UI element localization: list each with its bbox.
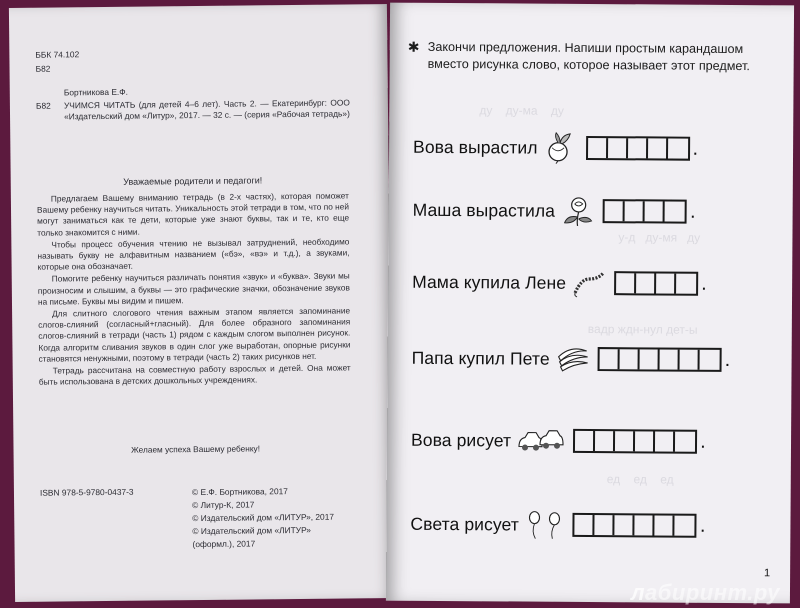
balloons-icon <box>525 509 565 541</box>
paragraph: Тетрадь рассчитана на совместную работу взрослых и детей. Она может быть использована в детских дошкольных учреждениях. <box>38 362 351 387</box>
page-number: 1 <box>763 567 771 580</box>
sentence: Папа купил Пете <box>411 347 550 369</box>
bananas-icon <box>556 343 590 375</box>
isbn: ISBN 978-5-9780-0437-3 <box>39 486 134 498</box>
sentence: Маша вырастила <box>412 199 556 221</box>
closing: Желаем успеха Вашему ребенку! <box>131 443 261 455</box>
bead-string-icon <box>572 267 606 299</box>
period: . <box>701 272 707 295</box>
left-page <box>9 4 393 602</box>
answer-cells[interactable] <box>573 513 697 538</box>
period: . <box>699 514 706 537</box>
sentence: Мама купила Лене <box>412 271 567 293</box>
answer-cells[interactable] <box>598 347 722 372</box>
copyright-line: © Литур-К, 2017 <box>192 499 255 511</box>
sentence: Вова рисует <box>410 429 512 450</box>
right-page: ду ду-ма ду у-д ду-мя ду вадр ждн-нул дет-ы ед ед ед ✱ Закончи предложения. Напиши простым карандашом вместо рисунка слово, которое называет этот предмет. Вова вырастил . Маша вырастила . Мама купила Лене . Папа купил Пете . Вова рисует . Света рисует . 1 <box>386 3 794 604</box>
rose-icon <box>561 195 595 227</box>
exercise-row <box>413 130 698 166</box>
period: . <box>689 200 696 223</box>
exercise-row <box>410 507 705 543</box>
author-code-2: Б82 <box>35 100 51 111</box>
period: . <box>724 348 731 371</box>
exercise-row <box>413 193 696 229</box>
task-text: Закончи предложения. Напиши простым карандашом вместо рисунка слово, которое называет этот предмет. <box>427 39 750 74</box>
asterisk-icon: ✱ <box>407 38 420 55</box>
exercise-row <box>411 341 730 377</box>
paragraph: Для слитного слогового чтения важным этапом является запоминание слогов-слияний (согласный+гласный). Для более образного запоминания слогов-слияний в тетради (часть 1) рядом с каждым слогом выполнен рисунок. Когда алгоритм сливания звуков в один слог уже выработан, опорные рисунки становятся ненужными, поэтому в тетради (часть 2) таких рисунков нет. <box>38 305 351 364</box>
exercise-row <box>411 423 706 459</box>
copyright-line: © Издательский дом «ЛИТУР», 2017 <box>192 511 335 524</box>
watermark <box>631 580 780 606</box>
author-code: Б82 <box>35 63 51 74</box>
sentence: Вова вырастил <box>413 136 538 158</box>
beet-icon <box>543 132 577 164</box>
preface-text <box>37 190 351 389</box>
copyright-line: (оформл.), 2017 <box>192 538 256 550</box>
answer-cells[interactable] <box>603 199 687 224</box>
bbk-code: ББК 74.102 <box>35 49 80 60</box>
author: Бортникова Е.Ф. <box>63 86 128 98</box>
answer-cells[interactable] <box>585 136 689 161</box>
task-instruction <box>407 38 762 75</box>
answer-cells[interactable] <box>573 429 697 454</box>
answer-cells[interactable] <box>614 271 698 296</box>
sentence: Света рисует <box>410 513 520 535</box>
greeting: Уважаемые родители и педагоги! <box>123 175 263 187</box>
paragraph: Помогите ребенку научиться различать понятия «звук» и «буква». Звуки мы произносим и слышим, а буквы — это графические значки, обозначение звуков на письме. Буквы мы видим и пишем. <box>37 270 350 307</box>
bibliographic-record: УЧИМСЯ ЧИТАТЬ (для детей 4–6 лет). Часть 2. — Екатеринбург: ООО «Издательский дом «Литур», 2017. — 32 с. — (серия «Рабочая тетрадь») <box>63 97 350 122</box>
copyright-block <box>192 485 334 551</box>
paragraph: Предлагаем Вашему вниманию тетрадь (в 2-х частях), которая поможет Вашему ребенку научиться читать. Уникальность этой тетради в том, что по ней могут заниматься как те дети, которые уже знают буквы, так и те, кто еще только знакомится с ними. <box>36 190 350 238</box>
exercise-row <box>412 265 707 301</box>
period: . <box>692 137 699 160</box>
cars-icon <box>517 424 565 456</box>
paragraph: Чтобы процесс обучения чтению не вызывал затруднений, необходимо называть букву не алфавитным названием («бэ», «вэ» и т.д.), а звуками, которые она обозначает. <box>37 236 350 272</box>
watermark-logo-letter: л <box>630 580 646 605</box>
period: . <box>700 430 706 453</box>
copyright-line: © Е.Ф. Бортникова, 2017 <box>191 486 288 498</box>
copyright-line: © Издательский дом «ЛИТУР» <box>192 524 311 537</box>
watermark-text: абиринт.ру <box>645 580 780 605</box>
